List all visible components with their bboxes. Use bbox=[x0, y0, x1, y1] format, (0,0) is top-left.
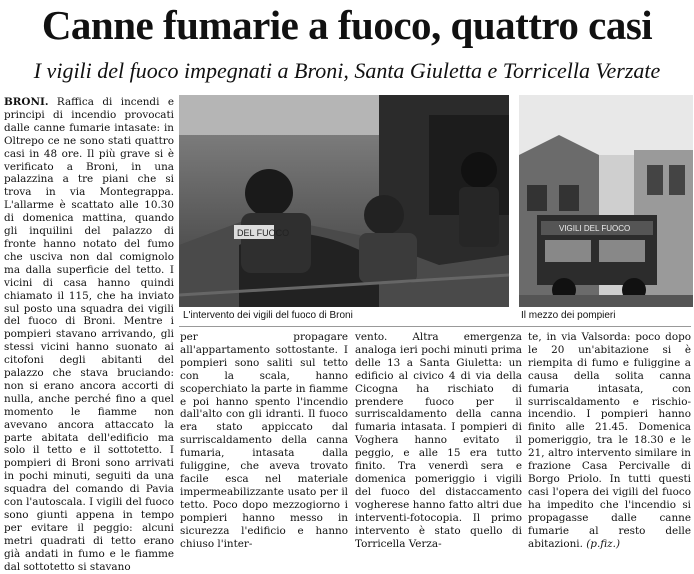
author-signature: (p.fiz.) bbox=[586, 537, 621, 550]
article-column-1 bbox=[4, 96, 174, 573]
headline: Canne fumarie a fuoco, quattro casi bbox=[41, 2, 653, 48]
photo-divider bbox=[179, 326, 691, 327]
article-column-4 bbox=[528, 331, 691, 550]
column-1-text: Raffica di incendi e principi di incendio provocati dalle canne fumarie intasate: in Oltrepo ce ne sono stati quattro casi in 48 ore. Il più grave si è verificato a Broni, in una palazzina a tre piani che si trova in via Montegrappa. L'allarme è scattato alle 10.30 di domenica mattina, quando gli inquilini del palazzo di fronte hanno notato del fumo che usciva non dal comignolo ma dalla superficie del tetto. I vicini di casa hanno quindi chiamato il 115, che ha inviato sul posto una squadra dei vigili del fuoco di Broni. Mentre i pompieri stavano arrivando, gli stessi vicini hanno suonato ai citofoni degli abitanti del palazzo che stava bruciando: non si erano ancora accorti di nulla, anche perché fino a quel momento le fiamme non avevano ancora attaccato la parte abitata dell'edificio ma solo il tetto e il sottotetto. I pompieri di Broni sono arrivati in pochi minuti, seguiti da una squadra del comando di Pavia con l'autoscala. I vigili del fuoco sono giunti appena in tempo per evitare il peggio: alcuni metri quadrati di tetto erano già andati in fumo e le fiamme dal sottotetto si stavano bbox=[4, 96, 174, 573]
fire-truck-photo bbox=[519, 95, 693, 307]
dateline: BRONI. bbox=[4, 96, 49, 108]
main-photo-caption: L'intervento dei vigili del fuoco di Broni bbox=[183, 310, 353, 321]
firefighters-photo bbox=[179, 95, 509, 307]
helmet-text: DEL FUOCO bbox=[237, 228, 290, 238]
subheadline: I vigili del fuoco impegnati a Broni, Santa Giuletta e Torricella Verzate bbox=[33, 58, 661, 83]
article-column-2: per propagare all'appartamento sottostante. I pompieri sono saliti sul tetto con la scala, hanno scoperchiato la parte in fiamme e poi hanno spento l'incendio dall'alto con gli idranti. Il fuoco era stato appiccato dal surriscaldamento della canna fumaria, intasata dalla fuliggine, che aveva trovato facile esca nel materiale impermeabilizzante usato per il tetto. Poco dopo mezzogiorno i pompieri hanno messo in sicurezza l'edificio e hanno chiuso l'inter- bbox=[180, 331, 348, 550]
column-4-text: te, in via Valsorda: poco dopo le 20 un'abitazione si è riempita di fumo e fuliggine a causa della solita canna fumaria intasata, con surriscaldamento e rischio-incendio. I pompieri hanno finito alle 21.45. Domenica pomeriggio, tra le 18.30 e le 21, altro intervento similare in frazione Casa Percivalle di Borgo Priolo. In tutti questi casi l'opera dei vigili del fuoco ha impedito che l'incendio si propagasse dalle canne fumarie al resto delle abitazioni. bbox=[528, 331, 691, 550]
article-column-3: vento. Altra emergenza analoga ieri pochi minuti prima delle 13 a Santa Giuletta: un edificio al civico 4 di via della Cicogna ha rischiato di prendere fuoco per il surriscaldamento della canna fumaria intasata. I pompieri di Voghera hanno evitato il peggio, e alle 15 era tutto finito. Tra venerdì sera e domenica pomeriggio i vigili del fuoco del distaccamento vogherese hanno fatto altri due interventi-fotocopia. Il primo intervento è stato quello di Torricella Verza- bbox=[355, 331, 522, 550]
side-photo-caption: Il mezzo dei pompieri bbox=[521, 310, 616, 321]
truck-text: VIGILI DEL FUOCO bbox=[559, 224, 631, 233]
